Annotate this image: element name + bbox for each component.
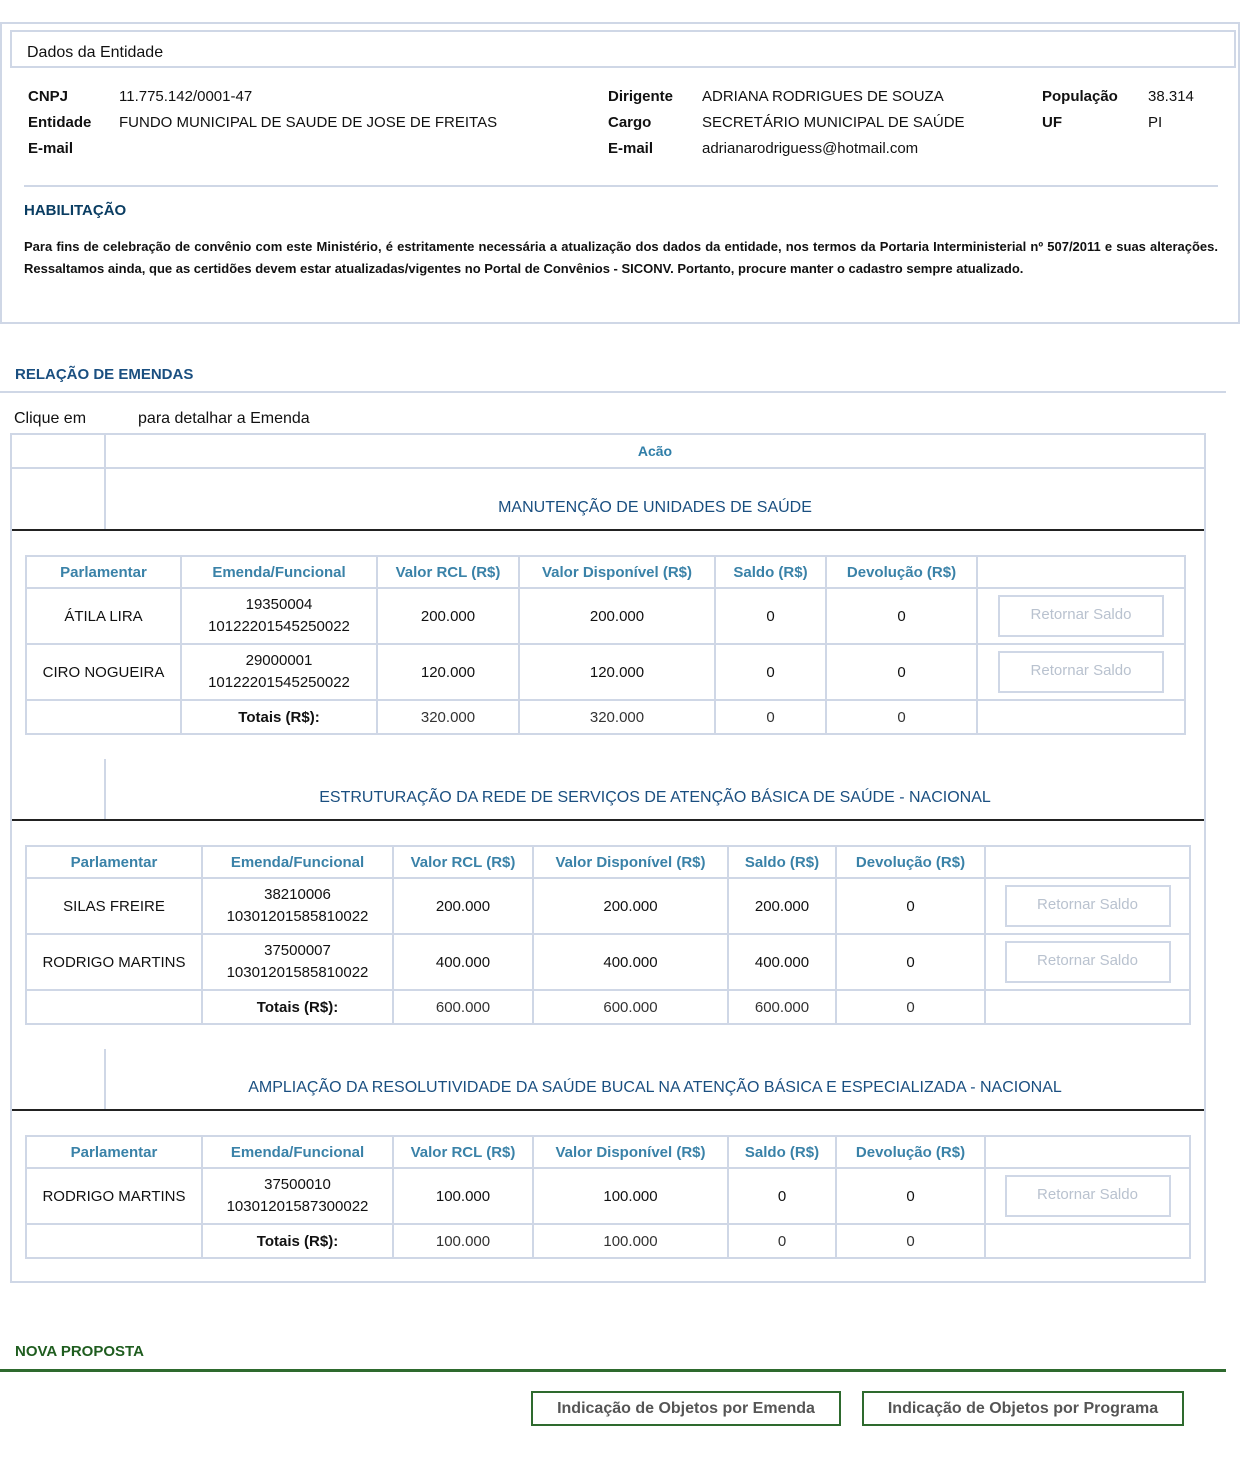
devolucao-cell: 0 xyxy=(826,644,977,700)
totais-row xyxy=(26,1224,1190,1258)
column-header: Parlamentar xyxy=(26,556,181,588)
cnpj-value: 11.775.142/0001-47 xyxy=(119,88,253,105)
funcional-number: 10301201587300022 xyxy=(226,1198,369,1215)
total-saldo-cell: 600.000 xyxy=(728,990,836,1024)
table-row xyxy=(26,588,1185,644)
column-header: Valor RCL (R$) xyxy=(393,846,533,878)
relacao-divider xyxy=(0,391,1226,393)
valor-disponivel-cell: 200.000 xyxy=(533,878,728,934)
total-devolucao-cell: 0 xyxy=(826,700,977,734)
saldo-cell: 0 xyxy=(715,588,826,644)
column-header: Devolução (R$) xyxy=(836,846,985,878)
saldo-cell: 0 xyxy=(715,644,826,700)
retornar-saldo-button[interactable]: Retornar Saldo xyxy=(1005,941,1171,983)
total-rcl-cell: 600.000 xyxy=(393,990,533,1024)
emenda-cell[interactable] xyxy=(202,878,393,934)
column-header: Saldo (R$) xyxy=(728,846,836,878)
valor-rcl-cell: 100.000 xyxy=(393,1168,533,1224)
funcional-number: 10301201585810022 xyxy=(226,908,369,925)
table-header-row xyxy=(26,1136,1190,1168)
devolucao-cell: 0 xyxy=(836,1168,985,1224)
cargo-label: Cargo xyxy=(608,114,652,131)
dirigente-label: Dirigente xyxy=(608,88,674,105)
total-rcl-cell: 320.000 xyxy=(377,700,519,734)
valor-disponivel-cell: 100.000 xyxy=(533,1168,728,1224)
column-header: Devolução (R$) xyxy=(826,556,977,588)
valor-disponivel-cell: 400.000 xyxy=(533,934,728,990)
table-header-row xyxy=(26,846,1190,878)
nova-proposta-title: NOVA PROPOSTA xyxy=(15,1343,144,1360)
column-header: Emenda/Funcional xyxy=(202,846,393,878)
program-header xyxy=(12,1049,1204,1111)
table-header-row xyxy=(26,556,1185,588)
cnpj-label: CNPJ xyxy=(28,88,69,105)
entidade-label: Entidade xyxy=(28,114,92,131)
total-disponivel-cell: 600.000 xyxy=(533,990,728,1024)
program-name: ESTRUTURAÇÃO DA REDE DE SERVIÇOS DE ATENÇÃO BÁSICA DE SAÚDE - NACIONAL xyxy=(319,789,991,806)
total-disponivel-cell: 100.000 xyxy=(533,1224,728,1258)
retornar-saldo-button[interactable]: Retornar Saldo xyxy=(1005,1175,1171,1217)
devolucao-cell: 0 xyxy=(836,934,985,990)
nova-proposta-divider xyxy=(0,1369,1226,1372)
relacao-title: RELAÇÃO DE EMENDAS xyxy=(15,366,194,383)
parlamentar-cell: SILAS FREIRE xyxy=(26,878,202,934)
program-header xyxy=(12,759,1204,821)
program-name: AMPLIAÇÃO DA RESOLUTIVIDADE DA SAÚDE BUCAL NA ATENÇÃO BÁSICA E ESPECIALIZADA - NACIONAL xyxy=(248,1079,1062,1096)
totais-row xyxy=(26,700,1185,734)
column-header: Saldo (R$) xyxy=(715,556,826,588)
column-header: Valor RCL (R$) xyxy=(393,1136,533,1168)
entidade-value: FUNDO MUNICIPAL DE SAUDE DE JOSE DE FREITAS xyxy=(119,114,498,131)
acao-header-row xyxy=(12,435,1204,469)
table-row xyxy=(26,934,1190,990)
total-saldo-cell: 0 xyxy=(715,700,826,734)
indicacao-emenda-button[interactable]: Indicação de Objetos por Emenda xyxy=(531,1391,841,1426)
emenda-cell[interactable] xyxy=(202,1168,393,1224)
totais-label: Totais (R$): xyxy=(181,700,377,734)
emendas-table xyxy=(25,1135,1191,1259)
totais-row xyxy=(26,990,1190,1024)
column-header: Devolução (R$) xyxy=(836,1136,985,1168)
emenda-number[interactable]: 37500010 xyxy=(264,1176,331,1193)
valor-rcl-cell: 120.000 xyxy=(377,644,519,700)
program-name: MANUTENÇÃO DE UNIDADES DE SAÚDE xyxy=(498,499,812,516)
parlamentar-cell: RODRIGO MARTINS xyxy=(26,1168,202,1224)
emenda-number[interactable]: 37500007 xyxy=(264,942,331,959)
emenda-number[interactable]: 19350004 xyxy=(245,596,313,613)
totais-label: Totais (R$): xyxy=(202,990,393,1024)
column-header: Valor RCL (R$) xyxy=(377,556,519,588)
devolucao-cell: 0 xyxy=(836,878,985,934)
emenda-cell[interactable] xyxy=(202,934,393,990)
funcional-number: 10301201585810022 xyxy=(226,964,369,981)
total-devolucao-cell: 0 xyxy=(836,990,985,1024)
uf-label: UF xyxy=(1042,114,1062,131)
emenda-number[interactable]: 38210006 xyxy=(264,886,331,903)
cargo-value: SECRETÁRIO MUNICIPAL DE SAÚDE xyxy=(702,114,965,131)
program-header xyxy=(12,469,1204,531)
parlamentar-cell: RODRIGO MARTINS xyxy=(26,934,202,990)
uf-value: PI xyxy=(1148,114,1163,131)
retornar-saldo-button[interactable]: Retornar Saldo xyxy=(998,595,1164,637)
table-row xyxy=(26,644,1185,700)
dirigente-value: ADRIANA RODRIGUES DE SOUZA xyxy=(702,88,944,105)
emenda-number[interactable]: 29000001 xyxy=(245,652,313,669)
valor-rcl-cell: 400.000 xyxy=(393,934,533,990)
table-row xyxy=(26,1168,1190,1224)
valor-rcl-cell: 200.000 xyxy=(377,588,519,644)
funcional-number: 10122201545250022 xyxy=(208,674,350,691)
emendas-panel xyxy=(10,433,1206,1283)
clique-pre: Clique em xyxy=(14,410,87,427)
valor-rcl-cell: 200.000 xyxy=(393,878,533,934)
column-header: Valor Disponível (R$) xyxy=(533,1136,728,1168)
habilitacao-title: HABILITAÇÃO xyxy=(24,202,127,219)
column-header: Parlamentar xyxy=(26,846,202,878)
indicacao-programa-button[interactable]: Indicação de Objetos por Programa xyxy=(862,1391,1184,1426)
saldo-cell: 200.000 xyxy=(728,878,836,934)
saldo-cell: 400.000 xyxy=(728,934,836,990)
column-header: Saldo (R$) xyxy=(728,1136,836,1168)
emenda-cell[interactable] xyxy=(181,588,377,644)
saldo-cell: 0 xyxy=(728,1168,836,1224)
clique-post: para detalhar a Emenda xyxy=(138,410,310,427)
column-header: Valor Disponível (R$) xyxy=(519,556,715,588)
emendas-table xyxy=(25,555,1186,735)
table-row xyxy=(26,878,1190,934)
dirigente-email-value: adrianarodriguess@hotmail.com xyxy=(702,140,919,157)
valor-disponivel-cell: 120.000 xyxy=(519,644,715,700)
column-header: Parlamentar xyxy=(26,1136,202,1168)
emendas-table xyxy=(25,845,1191,1025)
populacao-value: 38.314 xyxy=(1148,88,1194,105)
divider xyxy=(24,185,1218,187)
column-header: Emenda/Funcional xyxy=(181,556,377,588)
clique-instruction xyxy=(14,410,310,428)
habilitacao-text: Para fins de celebração de convênio com este Ministério, é estritamente necessária a atualização dos dados da entidade, nos termos da Portaria Interministerial nº 507/2011 e suas alterações. Ressaltamos ainda, que as certidões devem estar atualizadas/vigentes no Portal de Convênios - SICONV. Portanto, procure manter o cadastro sempre atualizado. xyxy=(24,239,1218,276)
emenda-cell[interactable] xyxy=(181,644,377,700)
parlamentar-cell: CIRO NOGUEIRA xyxy=(26,644,181,700)
total-rcl-cell: 100.000 xyxy=(393,1224,533,1258)
retornar-saldo-button[interactable]: Retornar Saldo xyxy=(998,651,1164,693)
acao-label: Acão xyxy=(637,443,673,459)
funcional-number: 10122201545250022 xyxy=(208,618,350,635)
retornar-saldo-button[interactable]: Retornar Saldo xyxy=(1005,885,1171,927)
total-saldo-cell: 0 xyxy=(728,1224,836,1258)
totais-label: Totais (R$): xyxy=(202,1224,393,1258)
entidade-panel xyxy=(0,22,1240,324)
parlamentar-cell: ÁTILA LIRA xyxy=(26,588,181,644)
email-label: E-mail xyxy=(28,140,74,157)
total-disponivel-cell: 320.000 xyxy=(519,700,715,734)
devolucao-cell: 0 xyxy=(826,588,977,644)
column-header: Valor Disponível (R$) xyxy=(533,846,728,878)
total-devolucao-cell: 0 xyxy=(836,1224,985,1258)
dirigente-email-label: E-mail xyxy=(608,140,654,157)
populacao-label: População xyxy=(1042,88,1118,105)
column-header: Emenda/Funcional xyxy=(202,1136,393,1168)
entidade-header: Dados da Entidade xyxy=(10,30,1236,68)
valor-disponivel-cell: 200.000 xyxy=(519,588,715,644)
